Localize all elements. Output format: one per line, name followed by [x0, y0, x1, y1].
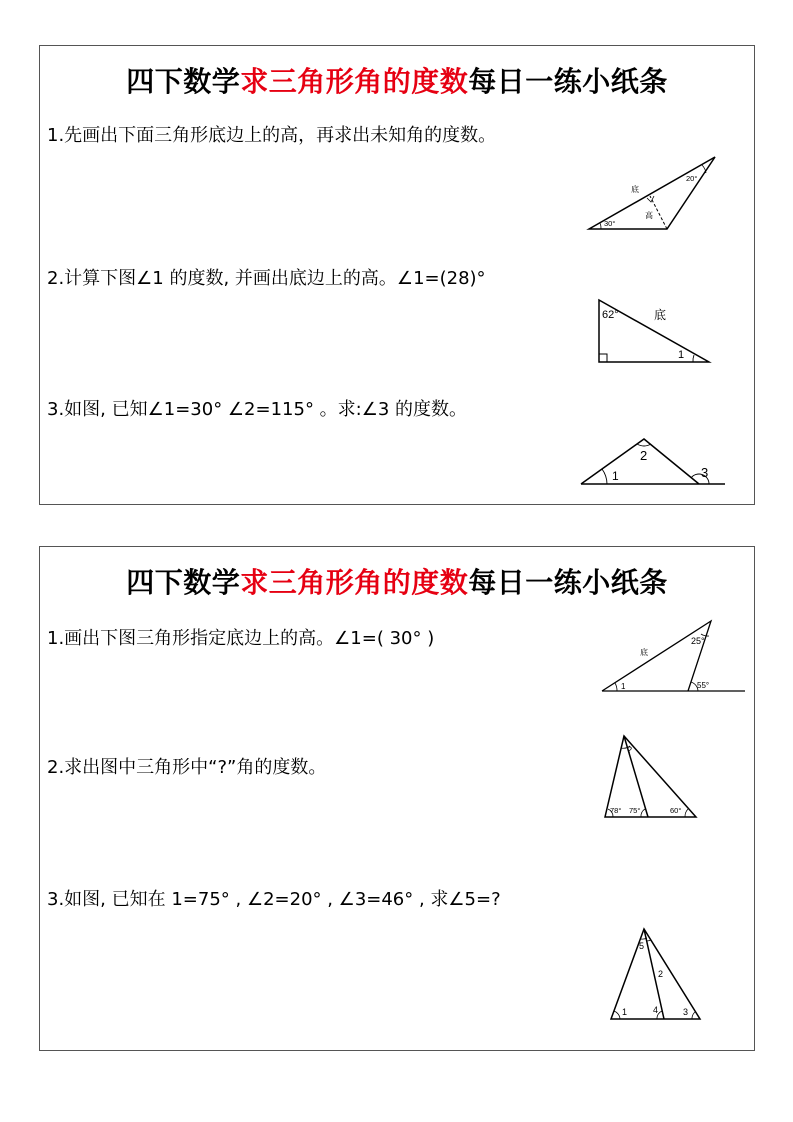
angle-number-3: 3	[701, 465, 709, 480]
triangle-figure-q1	[600, 618, 750, 696]
angle-number-1: 1	[622, 1007, 628, 1017]
question-2: 2.计算下图∠1 的度数, 并画出底边上的高。∠1=(28)°	[47, 268, 486, 289]
card-title	[40, 561, 754, 601]
base-label: 底	[640, 648, 648, 657]
angle-label: 25°	[691, 636, 705, 646]
title-suffix: 每日一练小纸条	[468, 566, 668, 599]
angle-label: 30°	[604, 219, 616, 228]
angle-label: 75°	[629, 806, 641, 815]
title-highlight: 求三角形角的度数	[240, 65, 469, 98]
height-label: 高	[645, 211, 653, 220]
right-triangle-figure-q2	[595, 297, 715, 367]
title-suffix: 每日一练小纸条	[468, 65, 668, 98]
triangle-figure-q1	[585, 154, 725, 234]
angle-label: 62°	[602, 309, 619, 321]
question-3: 3.如图, 已知在 1=75° , ∠2=20° , ∠3=46° , 求∠5=?	[47, 889, 501, 910]
unknown-angle-mark: ?	[627, 745, 633, 755]
base-label: 底	[654, 308, 667, 322]
question-1: 1.画出下图三角形指定底边上的高。∠1=( 30° )	[47, 628, 435, 649]
angle-number-3: 3	[683, 1007, 689, 1017]
angle-number-1: 1	[621, 682, 626, 691]
triangle-figure-q3	[579, 432, 729, 490]
triangle-figure-q3	[606, 927, 706, 1024]
angle-label: 55°	[697, 681, 710, 690]
triangle-figure-q2	[602, 734, 702, 822]
angle-number-2: 2	[658, 969, 664, 979]
angle-number-2: 2	[640, 448, 648, 463]
angle-number-1: 1	[678, 349, 685, 361]
angle-label: 60°	[670, 806, 682, 815]
angle-label: 78°	[610, 806, 622, 815]
question-3: 3.如图, 已知∠1=30° ∠2=115° 。求:∠3 的度数。	[47, 399, 468, 420]
card-title	[40, 60, 754, 100]
title-prefix: 四下数学	[126, 566, 241, 599]
question-2: 2.求出图中三角形中“?”角的度数。	[47, 757, 327, 778]
question-1: 1.先画出下面三角形底边上的高，再求出未知角的度数。	[47, 125, 497, 146]
angle-number-4: 4	[653, 1005, 659, 1015]
worksheet-card-2	[39, 546, 755, 1051]
title-prefix: 四下数学	[126, 65, 241, 98]
angle-label: 20°	[686, 174, 698, 183]
base-label: 底	[631, 185, 639, 194]
angle-number-1: 1	[612, 469, 619, 483]
worksheet-card-1	[39, 45, 755, 505]
title-highlight: 求三角形角的度数	[240, 566, 469, 599]
angle-number-5: 5	[639, 941, 645, 951]
